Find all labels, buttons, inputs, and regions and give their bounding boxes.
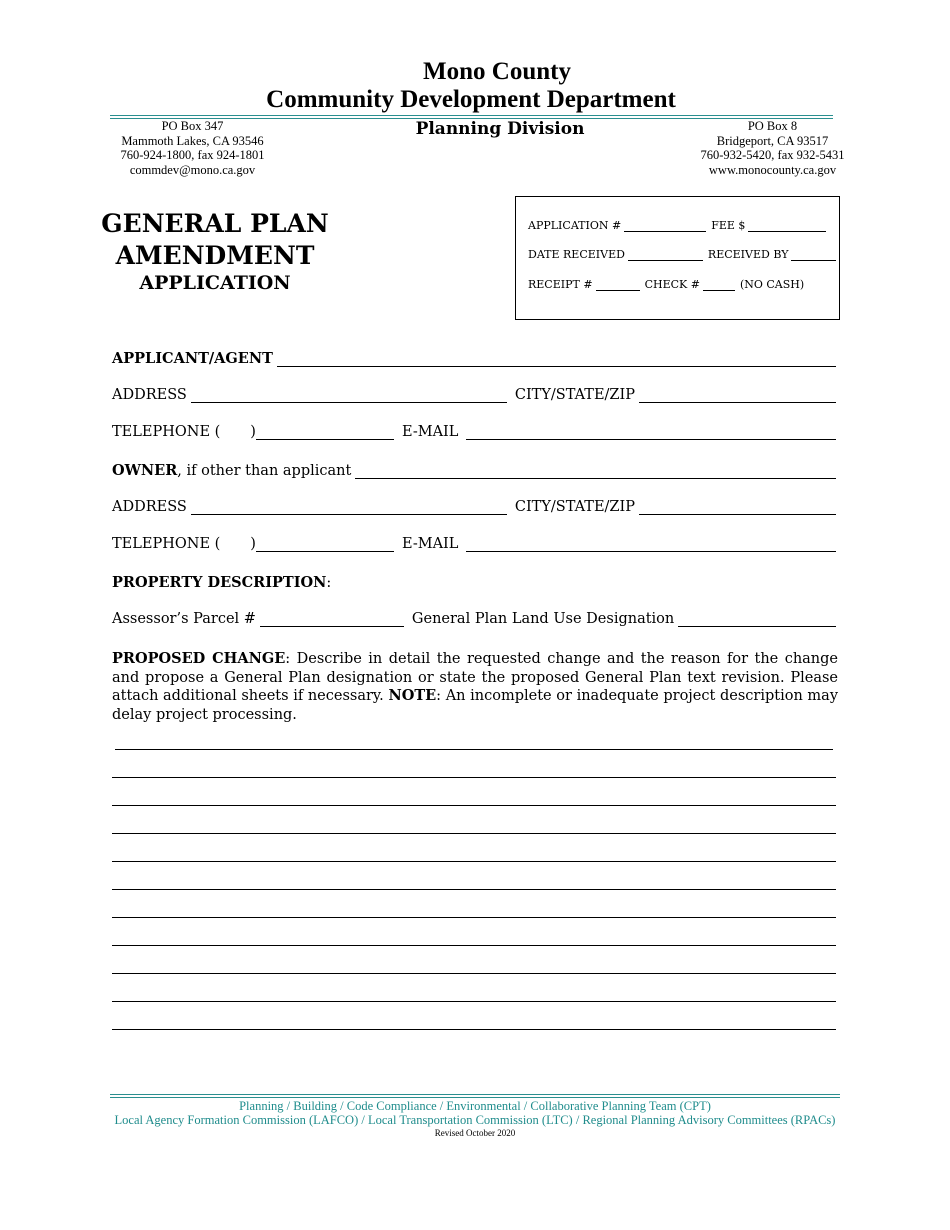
owner-email-field[interactable] bbox=[466, 538, 836, 552]
form-title-line1: GENERAL PLAN bbox=[101, 209, 329, 238]
writing-line[interactable] bbox=[112, 945, 836, 946]
fee-label: FEE $ bbox=[711, 219, 746, 232]
department-name: Community Development Department bbox=[266, 86, 676, 113]
writing-line[interactable] bbox=[112, 1001, 836, 1002]
footer-programs-line1: Planning / Building / Code Compliance / Environmental / Collaborative Planning Team (CPT) bbox=[239, 1099, 711, 1113]
writing-line[interactable] bbox=[112, 861, 836, 862]
owner-address-field[interactable] bbox=[191, 501, 507, 515]
owner-address-label: ADDRESS bbox=[112, 499, 187, 515]
receipt-number-label: RECEIPT # bbox=[528, 278, 593, 291]
writing-line[interactable] bbox=[112, 917, 836, 918]
county-name: Mono County bbox=[423, 58, 571, 85]
division-name: Planning Division bbox=[415, 119, 585, 139]
office-row-receipt bbox=[528, 278, 804, 291]
owner-telephone-paren: ) bbox=[250, 536, 256, 552]
application-number-field[interactable] bbox=[624, 220, 706, 232]
owner-address-row bbox=[112, 499, 836, 515]
applicant-telephone-row bbox=[112, 424, 836, 440]
proposed-change-instructions bbox=[112, 650, 838, 724]
left-address-line1: PO Box 347 bbox=[161, 119, 224, 133]
owner-label-rest: , if other than applicant bbox=[177, 463, 352, 479]
property-description-heading bbox=[112, 574, 836, 591]
applicant-address-field[interactable] bbox=[191, 389, 507, 403]
receipt-number-field[interactable] bbox=[596, 279, 640, 291]
left-address-line3: 760-924-1800, fax 924-1801 bbox=[120, 148, 265, 162]
form-title-line3: APPLICATION bbox=[139, 272, 291, 294]
right-address-website: www.monocounty.ca.gov bbox=[708, 162, 837, 177]
received-by-label: RECEIVED BY bbox=[707, 248, 789, 261]
fee-field[interactable] bbox=[748, 220, 826, 232]
applicant-city-state-zip-field[interactable] bbox=[639, 389, 836, 403]
owner-email-label: E-MAIL bbox=[401, 536, 459, 552]
assessor-parcel-label: Assessor’s Parcel # bbox=[112, 611, 256, 627]
property-description-colon: : bbox=[326, 575, 332, 591]
right-address-block bbox=[690, 119, 855, 177]
date-received-label: DATE RECEIVED bbox=[528, 248, 625, 261]
right-address-line1: PO Box 8 bbox=[747, 119, 798, 133]
office-row-application bbox=[528, 219, 831, 232]
left-address-email: commdev@mono.ca.gov bbox=[129, 162, 256, 177]
check-number-label: CHECK # bbox=[644, 278, 700, 291]
proposed-change-label: PROPOSED CHANGE bbox=[112, 650, 286, 667]
assessor-parcel-field[interactable] bbox=[260, 613, 404, 627]
writing-line[interactable] bbox=[112, 777, 836, 778]
owner-row bbox=[112, 462, 836, 479]
header-rule-top bbox=[110, 115, 833, 116]
applicant-agent-field[interactable] bbox=[277, 353, 836, 367]
form-title-line2: AMENDMENT bbox=[115, 241, 315, 270]
footer-programs-line2: Local Agency Formation Commission (LAFCO) / Local Transportation Commission (LTC) / Regional Planning Advisory Committees (RPACs) bbox=[114, 1113, 836, 1127]
applicant-agent-label: APPLICANT/AGENT bbox=[112, 350, 273, 367]
applicant-address-row bbox=[112, 387, 836, 403]
form-title bbox=[100, 208, 330, 294]
writing-line[interactable] bbox=[112, 805, 836, 806]
owner-field[interactable] bbox=[355, 465, 836, 479]
owner-telephone-row bbox=[112, 536, 836, 552]
parcel-row bbox=[112, 611, 836, 627]
applicant-city-state-zip-label: CITY/STATE/ZIP bbox=[514, 387, 635, 403]
proposed-change-text1: : Describe in detail the requested change and the reason for the change and propose a General Plan designation or state the proposed General Plan text revision. Please attach additional sheets if necessary. bbox=[112, 651, 839, 704]
note-label: NOTE bbox=[388, 687, 437, 704]
right-address-line3: 760-932-5420, fax 932-5431 bbox=[700, 148, 845, 162]
application-number-label: APPLICATION # bbox=[528, 219, 622, 232]
revised-date: Revised October 2020 bbox=[434, 1128, 516, 1138]
check-number-field[interactable] bbox=[703, 279, 735, 291]
owner-city-state-zip-field[interactable] bbox=[639, 501, 836, 515]
footer-rule-top bbox=[110, 1094, 840, 1095]
applicant-telephone-paren: ) bbox=[250, 424, 256, 440]
gp-land-use-field[interactable] bbox=[678, 613, 836, 627]
owner-label-bold: OWNER bbox=[112, 462, 178, 479]
right-address-line2: Bridgeport, CA 93517 bbox=[716, 133, 829, 148]
applicant-telephone-label: TELEPHONE ( bbox=[112, 424, 221, 440]
applicant-email-field[interactable] bbox=[466, 426, 836, 440]
writing-line[interactable] bbox=[112, 1029, 836, 1030]
gp-land-use-label: General Plan Land Use Designation bbox=[411, 611, 675, 627]
writing-line[interactable] bbox=[112, 833, 836, 834]
date-received-field[interactable] bbox=[628, 249, 703, 261]
no-cash-label: (NO CASH) bbox=[739, 278, 805, 291]
proposed-change-text2: : An incomplete or inadequate project description may delay project processing. bbox=[112, 688, 839, 723]
writing-line[interactable] bbox=[115, 749, 833, 750]
applicant-telephone-field[interactable] bbox=[256, 426, 394, 440]
office-use-box bbox=[515, 196, 840, 320]
left-address-line2: Mammoth Lakes, CA 93546 bbox=[121, 133, 264, 148]
writing-line[interactable] bbox=[112, 973, 836, 974]
owner-city-state-zip-label: CITY/STATE/ZIP bbox=[514, 499, 635, 515]
applicant-email-label: E-MAIL bbox=[401, 424, 459, 440]
owner-telephone-field[interactable] bbox=[256, 538, 394, 552]
received-by-field[interactable] bbox=[791, 249, 836, 261]
applicant-address-label: ADDRESS bbox=[112, 387, 187, 403]
writing-line[interactable] bbox=[112, 889, 836, 890]
office-row-received bbox=[528, 248, 841, 261]
applicant-agent-row bbox=[112, 350, 836, 367]
footer-rule-bottom bbox=[110, 1097, 840, 1098]
owner-telephone-label: TELEPHONE ( bbox=[112, 536, 221, 552]
property-description-label: PROPERTY DESCRIPTION bbox=[112, 574, 327, 591]
